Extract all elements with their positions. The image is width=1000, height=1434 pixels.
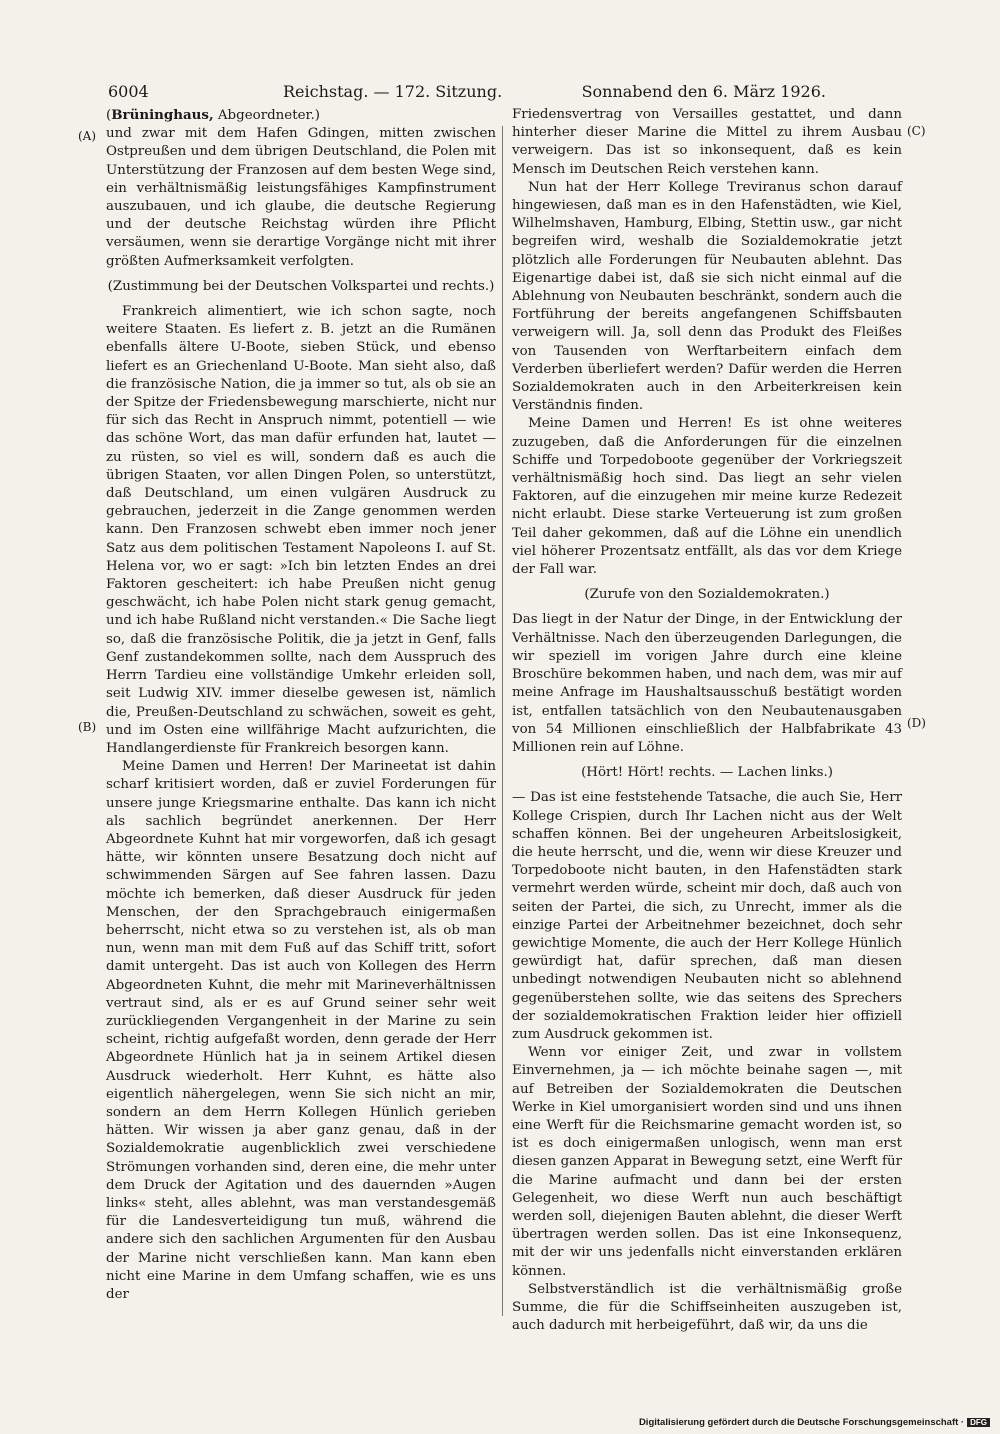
paragraph: Frankreich alimentiert, wie ich schon sagte, noch weitere Staaten. Es liefert z. B. jetzt an die Rumänen ebenfalls ältere U-Boote, sieben Stück, und ebenso liefert es an Griechenland U-Boote. Man sieht also, daß die französische Nation, die ja immer so tut, als ob sie an der Spitze der Friedensbewegung marschierte, nicht nur für sich das Recht in Anspruch nimmt, potentiell — wie das schöne Wort, das man dafür erfunden hat, lautet — zu rüsten, so viel es will, sondern daß es auch die übrigen Staaten, vor allen Dingen Polen, so unterstützt, daß Deutschland, um einen vulgären Ausdruck zu gebrauchen, jederzeit in die Zange genommen werden kann. Den Franzosen schwebt eben immer noch jener Satz aus dem politischen Testament Napoleons I. auf St. Helena vor, wo er sagt: »Ich bin letzten Endes an drei Faktoren gescheitert: ich habe Preußen nicht genug geschwächt, ich habe Polen nicht stark genug gemacht, und ich habe Rußland nicht verstanden.« Die Sache liegt so, daß die französische Politik, die ja jetzt in Genf, falls Genf zustandekommen sollte, nach dem Ausspruch des Herrn Tardieu eine vollständige Umkehr erleiden soll, seit Ludwig XIV. immer dieselbe gewesen ist, nämlich die, Preußen-Deutschland zu schwächen, soweit es geht, und im Osten eine willfährige Macht aufzurichten, die Handlangerdienste für Frankreich besorgen kann. <box>106 304 497 756</box>
page-number: 6004 <box>108 82 149 101</box>
left-column <box>106 106 496 1304</box>
paragraph: Friedensvertrag von Versailles gestattet, und dann hinterher dieser Marine die Mittel zu ihrem Ausbau verweigern. Das ist so inkonsequent, daß es kein Mensch im Deutschen Reich verstehen kann. <box>512 107 902 177</box>
interjection: (Zurufe von den Sozialdemokraten.) <box>584 587 830 603</box>
margin-marker-b: (B) <box>78 720 97 734</box>
dfg-logo: DFG <box>967 1418 990 1427</box>
header-title: Reichstag. — 172. Sitzung. <box>283 82 503 101</box>
speaker-name: Brüninghaus, <box>111 107 214 123</box>
paragraph: Das liegt in der Natur der Dinge, in der Entwicklung der Verhältnisse. Nach den überzeugenden Darlegungen, die wir speziell im vorigen Jahre durch eine kleine Broschüre bekommen haben, und nach dem, was mir auf meine Anfrage im Haushaltsausschuß bestätigt worden ist, entfallen tatsächlich von den Neubautenausgaben von 54 Millionen einschließlich der Halbfabrikate 43 Millionen rein auf Löhne. <box>512 612 902 755</box>
margin-marker-d: (D) <box>907 716 926 730</box>
paragraph: Wenn vor einiger Zeit, und zwar in vollstem Einvernehmen, ja — ich möchte beinahe sagen —, mit auf Betreiben der Sozialdemokraten die Deutschen Werke in Kiel umorganisiert worden sind und uns ihnen eine Werft für die Reichsmarine gemacht worden ist, so ist es doch einigermaßen unlogisch, wenn man erst diesen ganzen Apparat in Bewegung setzt, eine Werft für die Marine aufmacht und dann bei der ersten Gelegenheit, wo diese Werft nun auch beschäftigt werden soll, diejenigen Bauten ablehnt, die dieser Werft übertragen werden sollen. Das ist eine Inkonsequenz, mit der wir uns jedenfalls nicht einverstanden erklären können. <box>512 1045 902 1279</box>
column-divider <box>502 126 503 1316</box>
paragraph: Meine Damen und Herren! Der Marineetat ist dahin scharf kritisiert worden, daß er zuviel Forderungen für unsere junge Kriegsmarine enthalte. Das kann ich nicht als sachlich begründet anerkennen. Der Herr Abgeordnete Kuhnt hat mir vorgeworfen, daß ich gesagt hätte, wir könnten unsere Besatzung doch nicht auf schwimmenden Särgen auf See fahren lassen. Dazu möchte ich bemerken, daß dieser Ausdruck für jeden Menschen, der den Sprachgebrauch einigermaßen beherrscht, nicht etwa so zu verstehen ist, als ob man nun, wenn man mit dem Fuß auf das Schiff tritt, sofort damit untergeht. Das ist auch von Kollegen des Herrn Abgeordneten Kuhnt, die mehr mit Marineverhältnissen vertraut sind, als er es auf Grund seiner sehr weit zurückliegenden Vergangenheit in der Marine zu sein scheint, richtig aufgefaßt worden, denn gerade der Herr Abgeordnete Hünlich hat ja in seinem Artikel diesen Ausdruck wiederholt. Herr Kuhnt, es hätte also eigentlich nähergelegen, wenn Sie sich nicht an mir, sondern an dem Herrn Kollegen Hünlich gerieben hätten. Wir wissen ja aber ganz genau, daß in der Sozialdemokratie augenblicklich zwei verschiedene Strömungen vorhanden sind, deren eine, die mehr unter dem Druck der Agitation und des dauernden »Augen links« steht, alles ablehnt, was man verstandesgemäß für die Landesverteidigung tun muß, während die andere sich den sachlichen Argumenten für den Ausbau der Marine nicht verschließen kann. Man kann eben nicht eine Marine in dem Umfang schaffen, wie es uns der <box>106 759 496 1302</box>
footer-text: Digitalisierung gefördert durch die Deutsche Forschungsgemeinschaft · <box>638 1417 965 1428</box>
interjection: (Zustimmung bei der Deutschen Volkspartei und rechts.) <box>107 278 495 294</box>
interjection: (Hört! Hört! rechts. — Lachen links.) <box>581 765 833 781</box>
paragraph: Nun hat der Herr Kollege Treviranus schon darauf hingewiesen, daß man es in den Hafenstädten, wie Kiel, Wilhelmshaven, Hamburg, Elbing, Stettin usw., gar nicht begreifen wird, weshalb die Sozialdemokratie jetzt plötzlich alle Forderungen für Neubauten ablehnt. Das Eigenartige dabei ist, daß sie sich nicht einmal auf die Ablehnung von Neubauten beschränkt, sondern auch die Fortführung der bereits angefangenen Schiffsbauten verweigern will. Ja, soll denn das Produkt des Fleißes von Tausenden von Werftarbeitern einfach dem Verderben überliefert werden? Dafür werden die Herren Sozialdemokraten auch in den Arbeiterkreisen kein Verständnis finden. <box>512 179 902 414</box>
paragraph: — Das ist eine feststehende Tatsache, die auch Sie, Herr Kollege Crispien, durch Ihr Lachen nicht aus der Welt schaffen können. Bei der ungeheuren Arbeitslosigkeit, die heute herrscht, und die, wenn wir diese Kreuzer und Torpedoboote nicht bauten, in den Hafenstädten stark vermehrt werden würde, scheint mir doch, daß auch von seiten der Partei, die sich, zu Unrecht, immer als die einzige Partei der Arbeitnehmer bezeichnet, doch sehr gewichtige Momente, die auch der Herr Kollege Hünlich gewürdigt hat, dafür sprechen, daß man diesen unbedingt notwendigen Neubauten nicht so ablehnend gegenüberstehen sollte, wie das seitens des Sprechers der sozialdemokratischen Fraktion leider hier offiziell zum Ausdruck gekommen ist. <box>512 790 902 1042</box>
page-header <box>108 82 902 106</box>
speaker-line: (Brüninghaus, Abgeordneter.) <box>106 107 320 123</box>
paragraph: Meine Damen und Herren! Es ist ohne weiteres zuzugeben, daß die Anforderungen für die einzelnen Schiffe und Torpedoboote gegenüber der Vorkriegszeit verhältnismäßig hoch sind. Das liegt an sehr vielen Faktoren, auf die einzugehen mir meine kurze Redezeit nicht erlaubt. Diese starke Verteuerung ist zum großen Teil daher gekommen, daß auf die Löhne ein unendlich viel höherer Prozentsatz entfällt, als das vor dem Kriege der Fall war. <box>512 416 902 578</box>
right-column <box>512 106 902 1335</box>
paragraph: Selbstverständlich ist die verhältnismäßig große Summe, die für die Schiffseinheiten auszugeben ist, auch dadurch mit herbeigeführt, daß wir, da uns die <box>512 1281 902 1334</box>
margin-marker-a: (A) <box>78 129 97 143</box>
paragraph: und zwar mit dem Hafen Gdingen, mitten zwischen Ostpreußen und dem übrigen Deutschland, die Polen mit Unterstützung der Franzosen auf dem besten Wege sind, ein verhältnismäßig leistungsfähiges Kampfinstrument auszubauen, und ich glaube, die deutsche Regierung und der deutsche Reichstag würden ihre Pflicht versäumen, wenn sie derartige Vorgänge nicht mit ihrer größten Aufmerksamkeit verfolgten. <box>106 126 496 269</box>
digitization-footer <box>639 1417 990 1428</box>
margin-marker-c: (C) <box>907 124 926 138</box>
header-date: Sonnabend den 6. März 1926. <box>581 82 826 101</box>
speaker-role: Abgeordneter.) <box>217 108 320 123</box>
